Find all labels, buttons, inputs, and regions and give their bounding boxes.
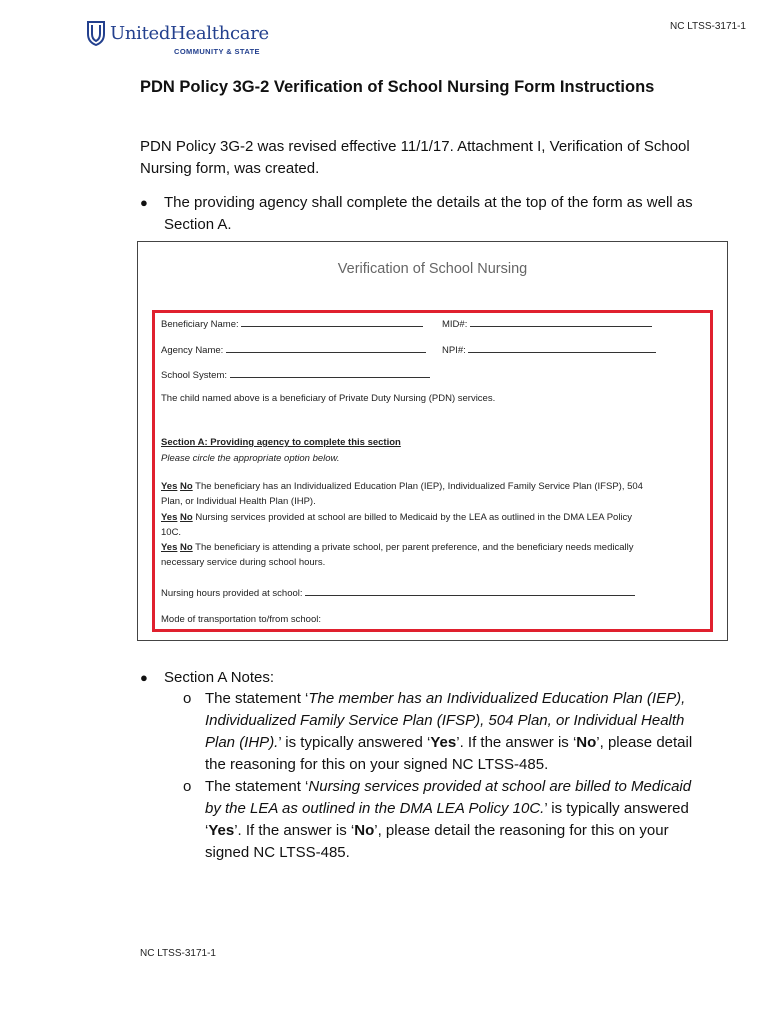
blank-line	[468, 343, 656, 353]
npi-label: NPI#:	[442, 345, 466, 356]
circle-bullet-icon: o	[183, 778, 192, 795]
unitedhealthcare-logo	[86, 18, 269, 58]
no-option: No	[180, 481, 193, 492]
school-label: School System:	[161, 370, 227, 381]
no-option: No	[180, 512, 193, 523]
shield-icon	[86, 20, 106, 46]
beneficiary-label: Beneficiary Name:	[161, 319, 239, 330]
bullet-icon: ●	[140, 670, 148, 685]
note-2-text: The statement ‘Nursing services provided at school are billed to Medicaid by the LEA as outlined in the DMA LEA Policy 10C.’ is typically answered ‘Yes’. If the answer is ‘No’, please detail the reasoning for this on your signed NC LTSS-485.	[205, 778, 692, 861]
bullet-icon: ●	[140, 195, 148, 210]
question-2-line-1	[161, 512, 632, 523]
question-2-line-2: 10C.	[161, 527, 182, 538]
form-sample-image	[137, 241, 728, 641]
section-a-heading: Section A: Providing agency to complete this section	[161, 437, 401, 448]
blank-line	[241, 317, 423, 327]
blank-line	[226, 343, 426, 353]
question-3-line-1	[161, 542, 634, 553]
agency-label: Agency Name:	[161, 345, 224, 356]
no-option: No	[180, 542, 193, 553]
npi-row	[442, 343, 656, 356]
brand-subtitle: COMMUNITY & STATE	[174, 47, 260, 56]
transport-label: Mode of transportation to/from school:	[161, 614, 321, 625]
document-id-header: NC LTSS-3171-1	[670, 21, 746, 32]
blank-line	[230, 368, 430, 378]
yes-option: Yes	[161, 542, 178, 553]
highlight-box	[152, 310, 713, 632]
question-1-line-1	[161, 481, 643, 492]
intro-paragraph: PDN Policy 3G-2 was revised effective 11/1/17. Attachment I, Verification of School Nursing form, was created.	[140, 138, 690, 177]
mid-row	[442, 317, 652, 330]
mid-label: MID#:	[442, 319, 468, 330]
question-3-text: The beneficiary is attending a private school, per parent preference, and the beneficiary needs medically	[195, 542, 634, 553]
form-title: Verification of School Nursing	[337, 261, 528, 277]
note-1-text: The statement ‘The member has an Individualized Education Plan (IEP), Individualized Family Service Plan (IFSP), 504 Plan, or Individual Health Plan (IHP).’ is typically answered ‘Yes’. If the answer is ‘No’, please detail the reasoning for this on your signed NC LTSS-485.	[205, 690, 693, 773]
question-2-text: Nursing services provided at school are billed to Medicaid by the LEA as outlined in the DMA LEA Policy	[195, 512, 633, 523]
circle-bullet-icon: o	[183, 690, 192, 707]
hours-label: Nursing hours provided at school:	[161, 588, 303, 599]
agency-row	[161, 343, 426, 356]
question-3-line-2: necessary service during school hours.	[161, 557, 326, 568]
page-title: PDN Policy 3G-2 Verification of School Nursing Form Instructions	[140, 78, 655, 96]
school-row	[161, 368, 430, 381]
section-a-instruction: Please circle the appropriate option below.	[161, 453, 340, 464]
document-id-footer: NC LTSS-3171-1	[140, 948, 216, 959]
form-statement: The child named above is a beneficiary of Private Duty Nursing (PDN) services.	[161, 393, 496, 404]
brand-name: UnitedHealthcare	[110, 23, 269, 44]
bullet-text: The providing agency shall complete the details at the top of the form as well as Section A.	[164, 194, 693, 233]
hours-row	[161, 586, 635, 599]
bullet-text: Section A Notes:	[164, 669, 275, 686]
question-1-line-2: Plan, or Individual Health Plan (IHP).	[161, 496, 316, 507]
blank-line	[305, 586, 635, 596]
question-1-text: The beneficiary has an Individualized Education Plan (IEP), Individualized Family Service Plan (IFSP), 504	[195, 481, 643, 492]
beneficiary-row	[161, 317, 423, 330]
yes-option: Yes	[161, 481, 178, 492]
yes-option: Yes	[161, 512, 178, 523]
blank-line	[470, 317, 652, 327]
